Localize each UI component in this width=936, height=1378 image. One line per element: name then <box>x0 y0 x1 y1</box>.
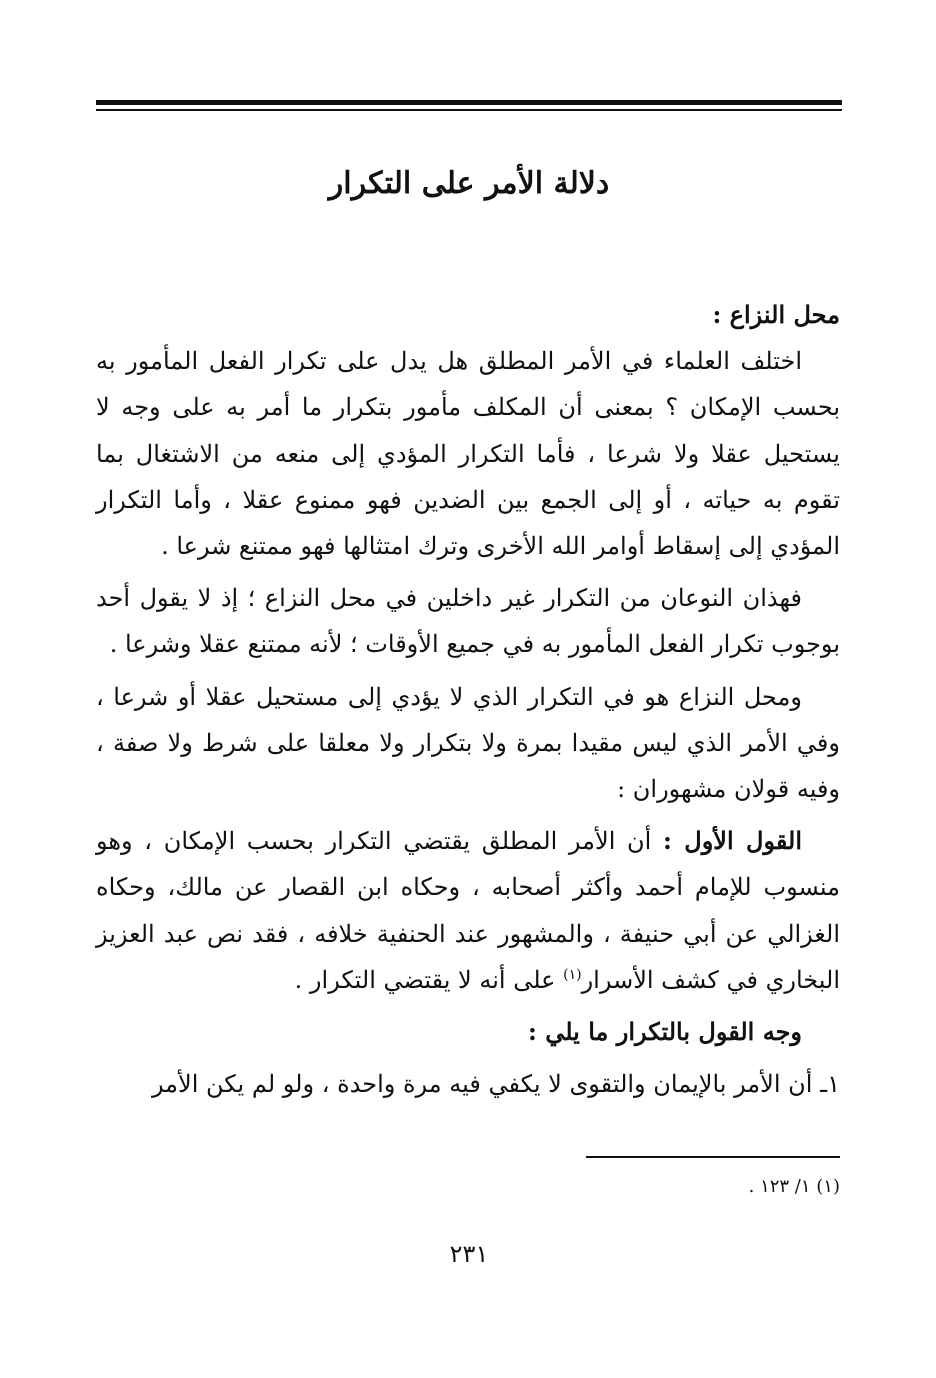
paragraph-4-text-a: أن الأمر المطلق يقتضي التكرار بحسب الإمكان ، وهو منسوب للإمام أحمد وأكثر أصحابه ، وحكاه ابن القصار عن مالك، وحكاه الغزالي عن أبي حنيفة ، والمشهور عند الحنفية خلافه ، فقد نص عبد العزيز البخاري في كشف الأسرار <box>96 827 840 994</box>
body-text <box>96 292 840 1113</box>
chapter-title: دلالة الأمر على التكرار <box>328 166 610 201</box>
paragraph-2: فهذان النوعان من التكرار غير داخلين في محل النزاع ؛ إذ لا يقول أحد بوجوب تكرار الفعل المأمور به في جميع الأوقات ؛ لأنه ممتنع عقلا وشرعا . <box>96 584 840 659</box>
footnote-separator <box>586 1156 840 1158</box>
footnote-text: (١) ١/ ١٢٣ . <box>748 1176 840 1197</box>
paragraph-3: ومحل النزاع هو في التكرار الذي لا يؤدي إلى مستحيل عقلا أو شرعا ، وفي الأمر الذي ليس مقيدا بمرة ولا بتكرار ولا معلقا على شرط ولا صفة ، وفيه قولان مشهوران : <box>96 682 840 804</box>
page-number: ٢٣١ <box>449 1240 489 1268</box>
header-rule-thin <box>96 109 842 111</box>
header-rule-thick <box>96 100 842 105</box>
section-heading-dispute: محل النزاع : <box>712 300 840 329</box>
paragraph-1: اختلف العلماء في الأمر المطلق هل يدل على تكرار الفعل المأمور به بحسب الإمكان ؟ بمعنى أن المكلف مأمور بتكرار ما أمر به على وجه لا يستحيل عقلا ولا شرعا ، فأما التكرار المؤدي إلى منعه من الاشتغال بما تقوم به حياته ، أو إلى الجمع بين الضدين فهو ممنوع عقلا ، وأما التكرار المؤدي إلى إسقاط أوامر الله الأخرى وترك امتثالها فهو ممتنع شرعا . <box>96 347 840 561</box>
list-item-1: ١ـ أن الأمر بالإيمان والتقوى لا يكفي فيه مرة واحدة ، ولو لم يكن الأمر <box>151 1070 840 1099</box>
section-heading-reasons: وجه القول بالتكرار ما يلي : <box>528 1017 802 1047</box>
first-opinion-label: القول الأول : <box>663 826 802 856</box>
paragraph-4-text-b: على أنه لا يقتضي التكرار . <box>294 965 564 994</box>
footnote-reference: (١) <box>563 966 582 983</box>
paragraph-4 <box>96 818 840 1003</box>
